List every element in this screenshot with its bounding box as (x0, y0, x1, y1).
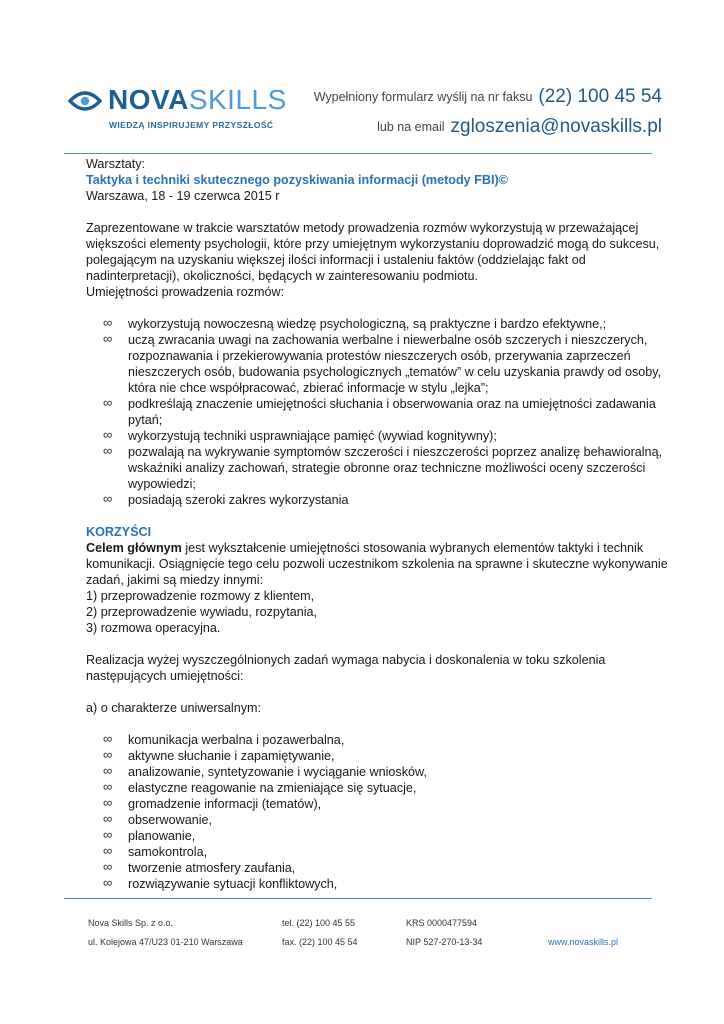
infinity-bullet-icon: ∞ (103, 859, 113, 874)
fax-line (314, 86, 662, 116)
skills-list (86, 316, 670, 508)
header-divider (64, 153, 652, 154)
email-line (314, 116, 662, 146)
list-item: ∞ gromadzenie informacji (tematów), (103, 795, 322, 811)
infinity-bullet-icon: ∞ (103, 811, 113, 826)
infinity-bullet-icon: ∞ (103, 875, 113, 890)
list-item: ∞ posiadają szeroki zakres wykorzystania (103, 491, 349, 507)
logo-tagline: WIEDZĄ INSPIRUJEMY PRZYSZŁOŚĆ (109, 120, 274, 130)
infinity-bullet-icon: ∞ (103, 747, 113, 762)
workshop-label: Warsztaty: (86, 157, 146, 171)
infinity-bullet-icon: ∞ (103, 395, 113, 410)
email-address[interactable]: zgloszenia@novaskills.pl (450, 116, 662, 137)
infinity-bullet-icon: ∞ (103, 491, 113, 506)
workshop-title: Taktyka i techniki skutecznego pozyskiwania informacji (metody FBI)© (86, 173, 508, 187)
infinity-bullet-icon: ∞ (103, 779, 113, 794)
footer-website-link[interactable]: www.novaskills.pl (548, 937, 619, 947)
logo-skills: SKILLS (188, 84, 287, 115)
skills-heading: Umiejętności prowadzenia rozmów: (86, 285, 285, 299)
footer-address: ul. Kolejowa 47/U23 01-210 Warszawa (88, 937, 243, 947)
list-item: ∞ pozwalają na wykrywanie symptomów szczerości i nieszczerości poprzez analizę behawioralną, wskaźniki analizy zachowań, strategie obronne oraz techniczne możliwości oceny szczerości wypowiedzi; (103, 443, 663, 491)
list-item: ∞ uczą zwracania uwagi na zachowania werbalne i niewerbalne osób szczerych i nieszczerych, rozpoznawania i przekierowywania protestów nieszczerych osób, przerywania zaprzeczeń nieszczerych osób, budowania psychologicznych „tematów” w celu uzyskania prawdy od osoby, która nie chce współpracować, zbierać informacje w stylu „lejka”; (103, 331, 662, 395)
goal-paragraph (86, 540, 670, 588)
infinity-bullet-icon: ∞ (103, 315, 113, 330)
list-item: ∞ wykorzystują nowoczesną wiedzę psychologiczną, są praktyczne i bardzo efektywne,; (103, 315, 607, 331)
fax-label: Wypełniony formularz wyślij na nr faksu (313, 90, 533, 104)
list-item: ∞ obserwowanie, (103, 811, 213, 827)
footer-fax: fax. (22) 100 45 54 (282, 937, 358, 947)
page-footer (88, 918, 648, 956)
list-item: ∞ tworzenie atmosfery zaufania, (103, 859, 296, 875)
list-item: ∞ wykorzystują techniki usprawniające pamięć (wywiad kognitywny); (103, 427, 497, 443)
infinity-bullet-icon: ∞ (103, 427, 113, 442)
realization-paragraph: Realizacja wyżej wyszczególnionych zadań wymaga nabycia i doskonalenia w toku szkolenia następujących umiejętności: (86, 653, 606, 683)
list-item: ∞ rozwiązywanie sytuacji konfliktowych, (103, 875, 338, 891)
list-item: ∞ analizowanie, syntetyzowanie i wyciąganie wniosków, (103, 763, 427, 779)
email-label: lub na email (377, 120, 445, 134)
eye-logo-icon (68, 88, 102, 114)
list-item: ∞ planowanie, (103, 827, 196, 843)
document-body (86, 156, 670, 892)
infinity-bullet-icon: ∞ (103, 795, 113, 810)
universal-skills-list (86, 732, 670, 892)
place-date: Warszawa, 18 - 19 czerwca 2015 r (86, 189, 280, 203)
infinity-bullet-icon: ∞ (103, 443, 113, 458)
infinity-bullet-icon: ∞ (103, 731, 113, 746)
list-item: ∞ podkreślają znaczenie umiejętności słuchania i obserwowania oraz na umiejętności zadawania pytań; (103, 395, 656, 427)
footer-company: Nova Skills Sp. z o.o. (88, 918, 174, 928)
goal-bold: Celem głównym (86, 541, 182, 555)
infinity-bullet-icon: ∞ (103, 827, 113, 842)
footer-divider (64, 898, 652, 899)
infinity-bullet-icon: ∞ (103, 843, 113, 858)
list-item: ∞ elastyczne reagowanie na zmieniające się sytuacje, (103, 779, 417, 795)
footer-tel: tel. (22) 100 45 55 (282, 918, 356, 928)
description-paragraph: Zaprezentowane w trakcie warsztatów metody prowadzenia rozmów wykorzystują w przeważającej większości elementy psychologii, które przy umiejętnym wykorzystaniu doprowadzić mogą do sukcesu, polegającym na uzyskaniu większej ilości informacji i ustaleniu faktów (oddzielając fakt od nadinterpretacji), okoliczności, będących w zainteresowaniu podmiotu. (86, 221, 660, 283)
footer-krs: KRS 0000477594 (406, 918, 478, 928)
list-item: ∞ komunikacja werbalna i pozawerbalna, (103, 731, 345, 747)
contact-block (314, 86, 662, 146)
logo-wordmark (108, 84, 287, 116)
infinity-bullet-icon: ∞ (103, 331, 113, 346)
list-item: ∞ samokontrola, (103, 843, 208, 859)
benefits-heading: KORZYŚCI (86, 525, 152, 539)
company-logo (68, 86, 288, 132)
logo-nova: NOVA (108, 84, 189, 115)
list-item: ∞ aktywne słuchanie i zapamiętywanie, (103, 747, 335, 763)
task-item: 3) rozmowa operacyjna. (86, 621, 221, 635)
task-item: 2) przeprowadzenie wywiadu, rozpytania, (86, 605, 318, 619)
universal-heading: a) o charakterze uniwersalnym: (86, 701, 261, 715)
task-item: 1) przeprowadzenie rozmowy z klientem, (86, 589, 315, 603)
fax-number: (22) 100 45 54 (538, 86, 662, 107)
footer-nip: NIP 527-270-13-34 (406, 937, 483, 947)
infinity-bullet-icon: ∞ (103, 763, 113, 778)
goal-text: jest wykształcenie umiejętności stosowania wybranych elementów taktyki i technik komunikacji. Osiągnięcie tego celu pozwoli uczestnikom szkolenia na sprawne i skuteczne wykonywanie zadań, jakimi są miedzy innymi: (86, 541, 668, 587)
